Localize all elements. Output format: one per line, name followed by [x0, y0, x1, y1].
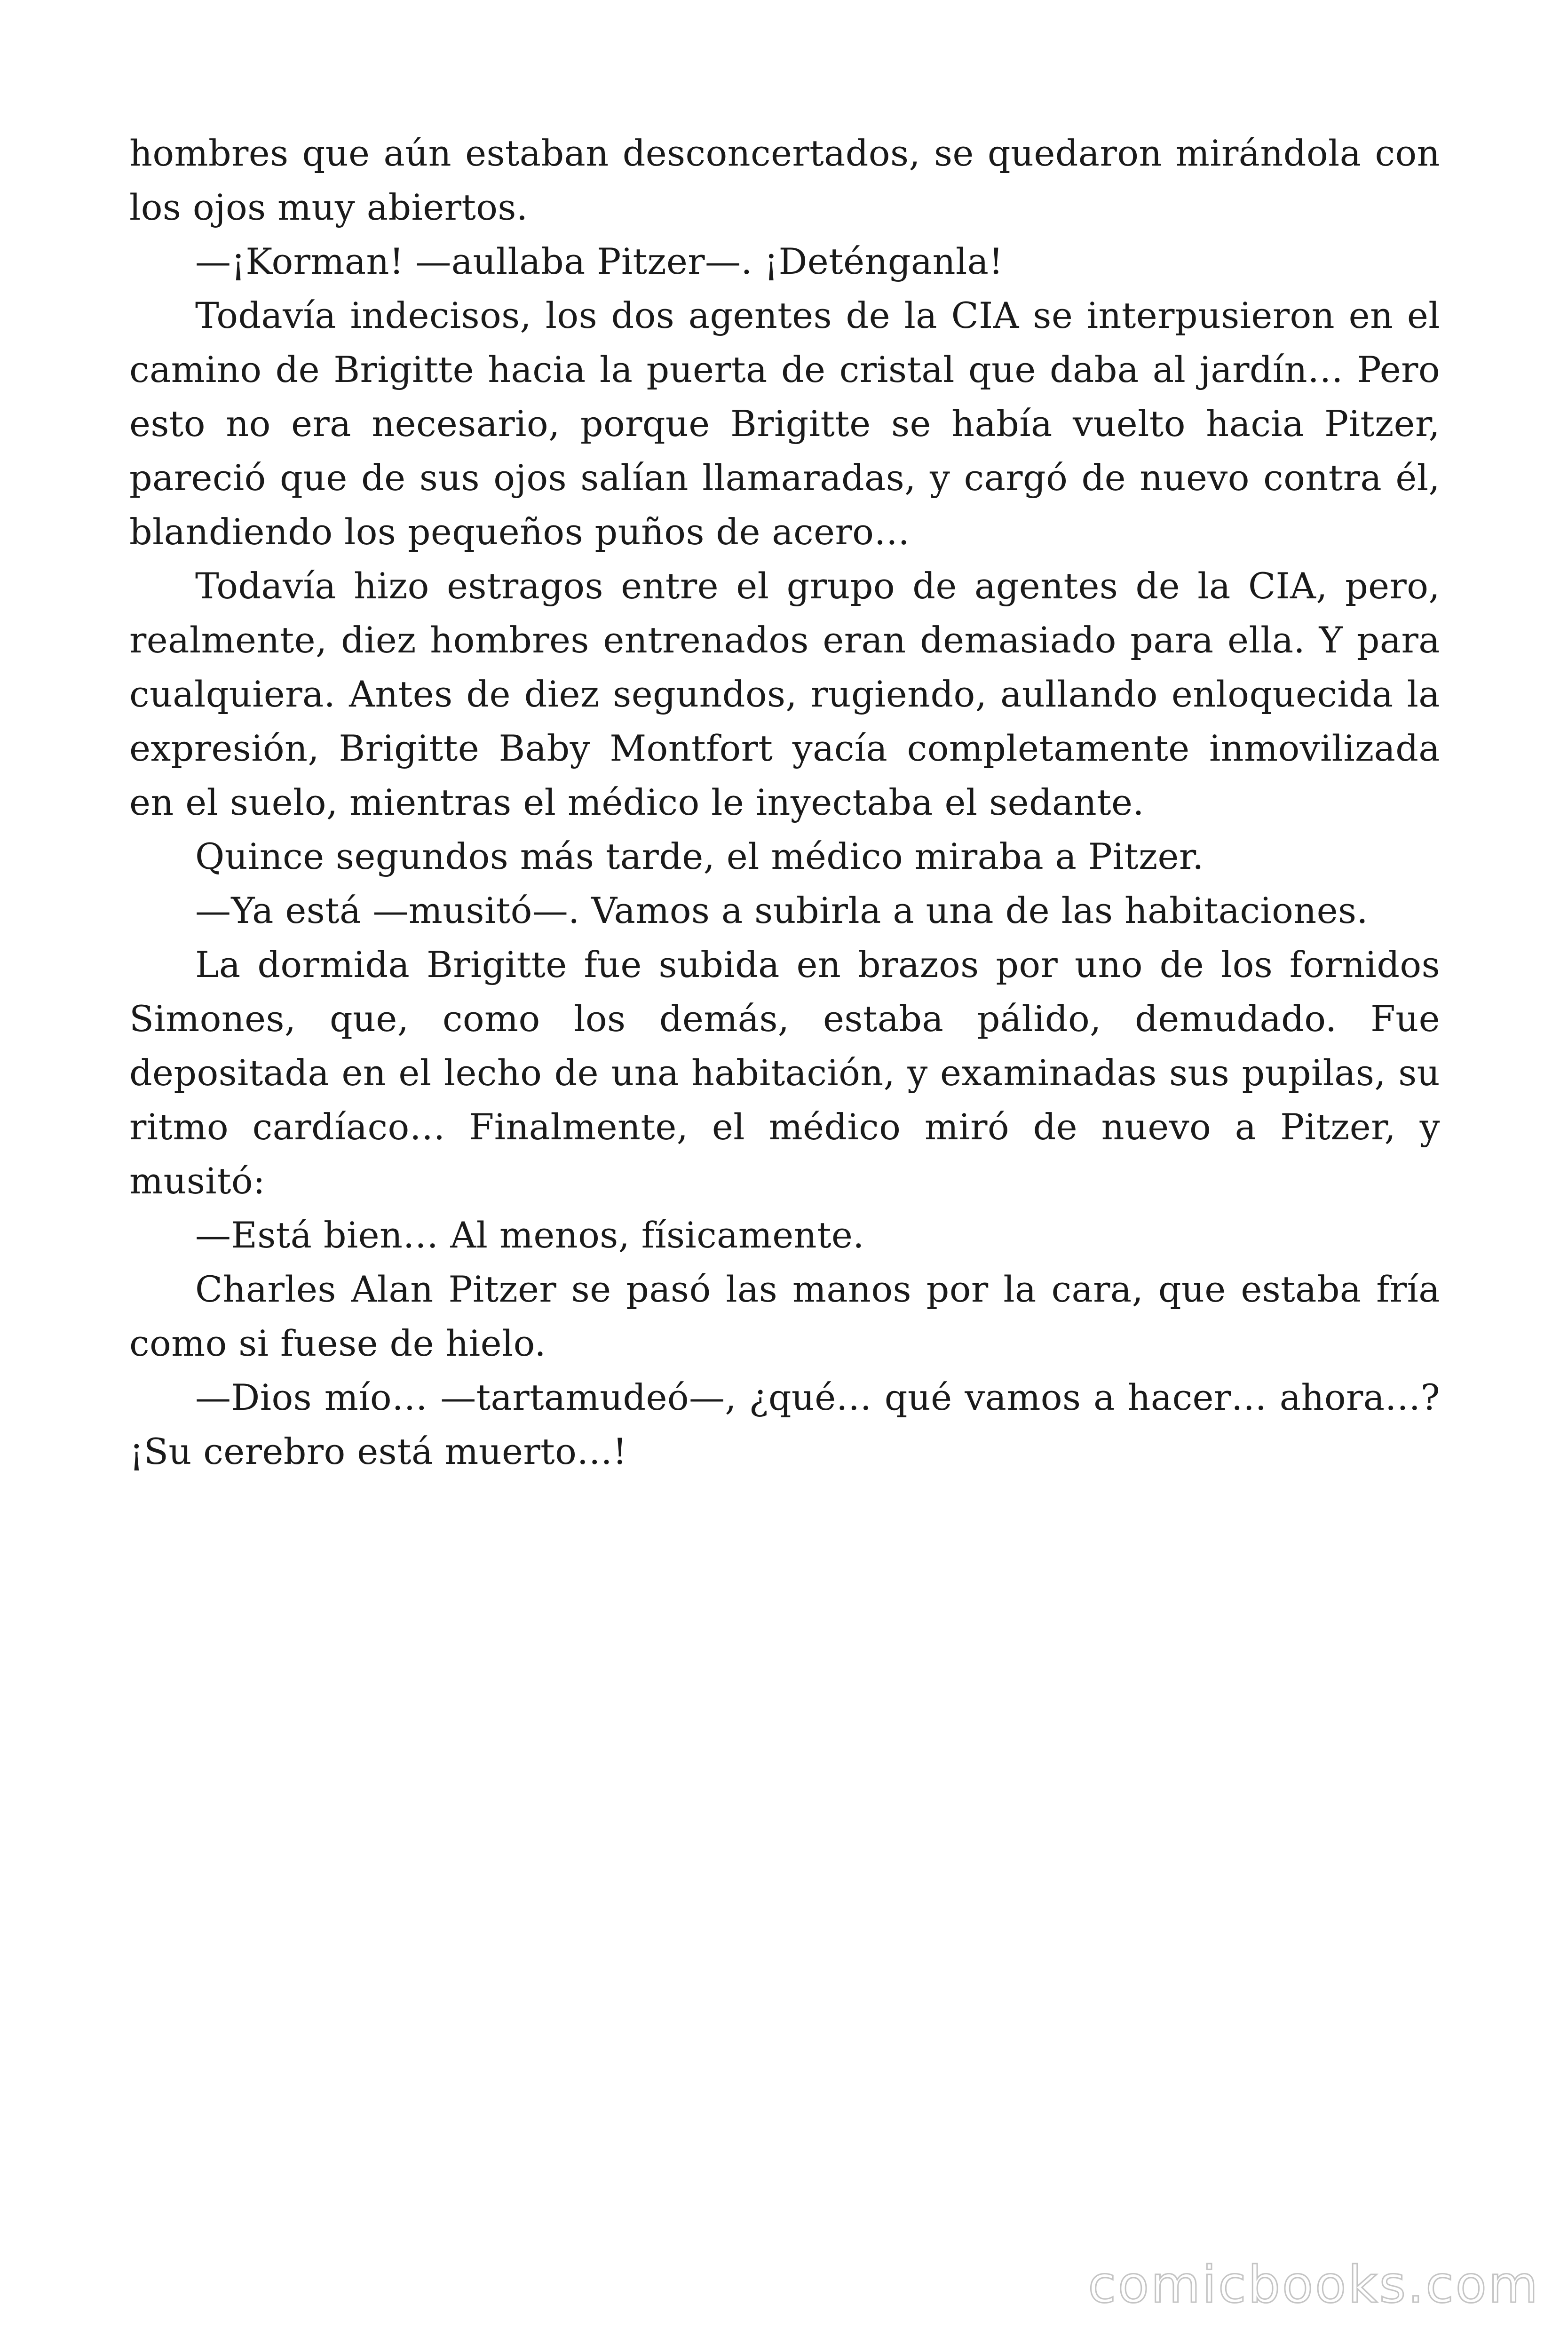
- paragraph-dialogue-dios-mio: —Dios mío… —tartamudeó—, ¿qué… qué vamos a hacer… ahora…? ¡Su cerebro está muerto…!: [129, 1376, 1440, 1472]
- paragraph-carried-upstairs: La dormida Brigitte fue subida en brazos por uno de los fornidos Simones, que, como los demás, estaba pálido, demudado. Fue depositada en el lecho de una habitación, y examinadas sus pupilas, su ritmo cardíaco… Finalmente, el médico miró de nuevo a Pitzer, y musitó:: [129, 944, 1440, 1202]
- paragraph-dialogue-ya-esta: —Ya está —musitó—. Vamos a subirla a una de las habitaciones.: [195, 890, 1368, 931]
- paragraph-continuation: hombres que aún estaban desconcertados, se quedaron mirándola con los ojos muy abiertos.: [129, 132, 1440, 228]
- paragraph-doctor-looks: Quince segundos más tarde, el médico miraba a Pitzer.: [195, 835, 1204, 877]
- paragraph-dialogue-korman: —¡Korman! —aullaba Pitzer—. ¡Deténganla!: [195, 240, 1004, 282]
- page-body: [129, 126, 1440, 1478]
- watermark-logo: comicbooks.com: [1088, 2256, 1540, 2314]
- paragraph-dialogue-esta-bien: —Está bien… Al menos, físicamente.: [195, 1214, 864, 1256]
- paragraph-brigitte-subdued: Todavía hizo estragos entre el grupo de agentes de la CIA, pero, realmente, diez hombres entrenados eran demasiado para ella. Y para cualquiera. Antes de diez segundos, rugiendo, aullando enloquecida la expresión, Brigitte Baby Montfort yacía completamente inmovilizada en el suelo, mientras el médico le inyectaba el sedante.: [129, 565, 1440, 823]
- paragraph-pitzer-face: Charles Alan Pitzer se pasó las manos por la cara, que estaba fría como si fuese de hielo.: [129, 1268, 1440, 1364]
- paragraph-agents-intervene: Todavía indecisos, los dos agentes de la CIA se interpusieron en el camino de Brigitte hacia la puerta de cristal que daba al jardín… Pero esto no era necesario, porque Brigitte se había vuelto hacia Pitzer, pareció que de sus ojos salían llamaradas, y cargó de nuevo contra él, blandiendo los pequeños puños de acero…: [129, 294, 1440, 553]
